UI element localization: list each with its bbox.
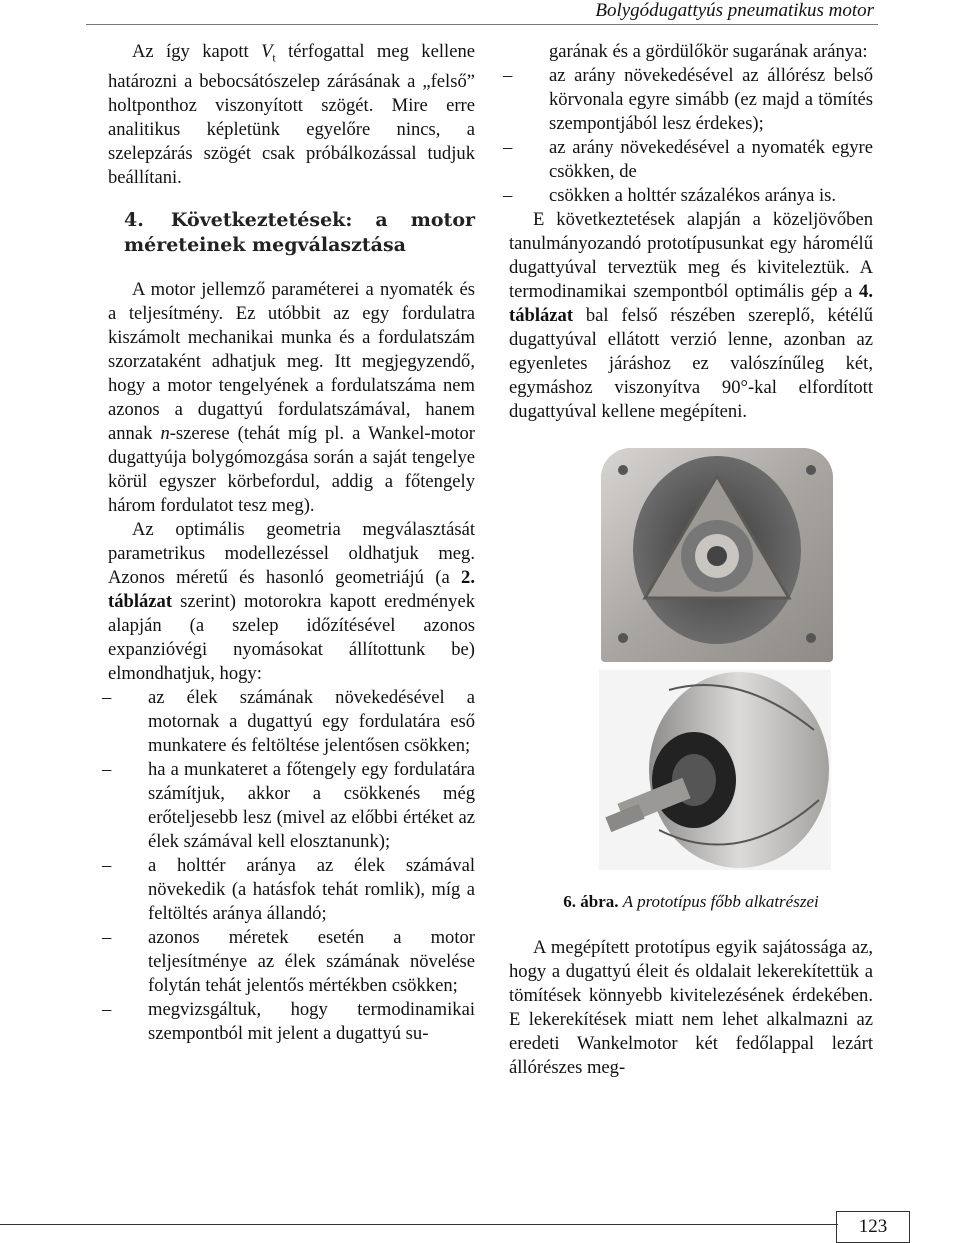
list-item: – az arány növekedésével a nyomaték egyre csökken, de xyxy=(509,136,873,184)
list-item: – megvizsgáltuk, hogy termodinamikai szempontból mit jelent a dugattyú su- xyxy=(108,998,475,1046)
paragraph-rounding: A megépített prototípus egyik sajátossága az, hogy a dugattyú éleit és oldalait lekerekítettük a tömítések könnyebb kivitelezésének érdekében. E lekerekítések miatt nem lehet alkalmazni az eredeti Wankelmotor két fedőlappal lezárt állórészes meg- xyxy=(509,937,873,1078)
rotor-photo xyxy=(599,670,831,870)
figure-caption: 6. ábra. A prototípus főbb alkatrészei xyxy=(563,892,819,911)
figure-prototype xyxy=(509,448,873,868)
conclusion-list xyxy=(108,686,475,1046)
running-header: Bolygódugattyús pneumatikus motor xyxy=(595,0,874,21)
list-item: – az arány növekedésével az állórész belső körvonala egyre simább (ez majd a tömítés szempontjából lesz érdekes); xyxy=(509,64,873,136)
list-item: – azonos méretek esetén a motor teljesítménye az élek számának növelése folytán tehát jelentős mértékben csökken; xyxy=(108,926,475,998)
paragraph-prototype: E következtetések alapján a közeljövőben tanulmányozandó prototípusunkat egy háromélű dugattyúval terveztük meg és kiviteleztük. A termodinamikai szempontból optimális gép a 4. táblázat bal felső részében szereplő, kétélű dugattyúval ellátott verzió lenne, azonban az egyenletes járáshoz ez valószínűleg két, egymáshoz viszonyítva 90°-kal elfordított dugattyúval kellene megépíteni. xyxy=(509,209,873,422)
left-column xyxy=(108,40,475,1046)
paragraph-intro: Az így kapott $V_t$ térfogattal meg kellene határozni a bebocsátószelep zárásának a „felső” holtponthoz viszonyított szögét. Mire erre analitikus képletünk egyelőre nincs, a szelepzárás szögét csak próbálkozással tudjuk beállítani. xyxy=(108,41,475,188)
list-item: – a holttér aránya az élek számával növekedik (a hatásfok tehát romlik), míg a feltöltés aránya állandó; xyxy=(108,854,475,926)
list-continuation: garának és a gördülőkör sugarának aránya: xyxy=(549,41,868,62)
header-rule xyxy=(86,24,878,25)
ratio-list xyxy=(509,64,873,208)
page-number: 123 xyxy=(836,1211,910,1243)
paragraph-parameters: A motor jellemző paraméterei a nyomaték és a teljesítmény. Ez utóbbit az egy fordulatra kiszámolt mechanikai munka és a fordulatszám szorzataként adhatjuk meg. Itt megjegyzendő, hogy a motor tengelyének a fordulatszáma nem azonos a dugattyú fordulatszámával, hanem annak n-szerese (tehát míg pl. a Wankel-motor dugattyúja bolygómozgása során a saját tengelye körül egyszer körbefordul, addig a főtengely három fordulatot tesz meg). xyxy=(108,278,475,516)
footer-rule xyxy=(0,1224,838,1225)
list-item: – az élek számának növekedésével a motornak a dugattyú egy fordulatára eső munkatere és feltöltése jelentősen csökken; xyxy=(108,686,475,758)
stator-photo xyxy=(601,448,833,662)
section-heading: 4. Következtetések: a motor méreteinek megválasztása xyxy=(124,208,476,256)
right-column xyxy=(509,40,873,1080)
list-item: – ha a munkateret a főtengely egy fordulatára számítjuk, akkor a csökkenés még erőteljesebb lesz (mivel az előbbi értéket az élek számával kell elosztanunk); xyxy=(108,758,475,854)
paragraph-geometry: Az optimális geometria megválasztását parametrikus modellezéssel oldhatjuk meg. Azonos méretű és hasonló geometriájú (a 2. táblázat szerint) motorokra kapott eredmények alapján (a szelep időzítésével azonos expanzióvégi nyomásokat állítottunk be) elmondhatjuk, hogy: xyxy=(108,518,475,684)
list-item: – csökken a holttér százalékos aránya is. xyxy=(509,184,873,208)
